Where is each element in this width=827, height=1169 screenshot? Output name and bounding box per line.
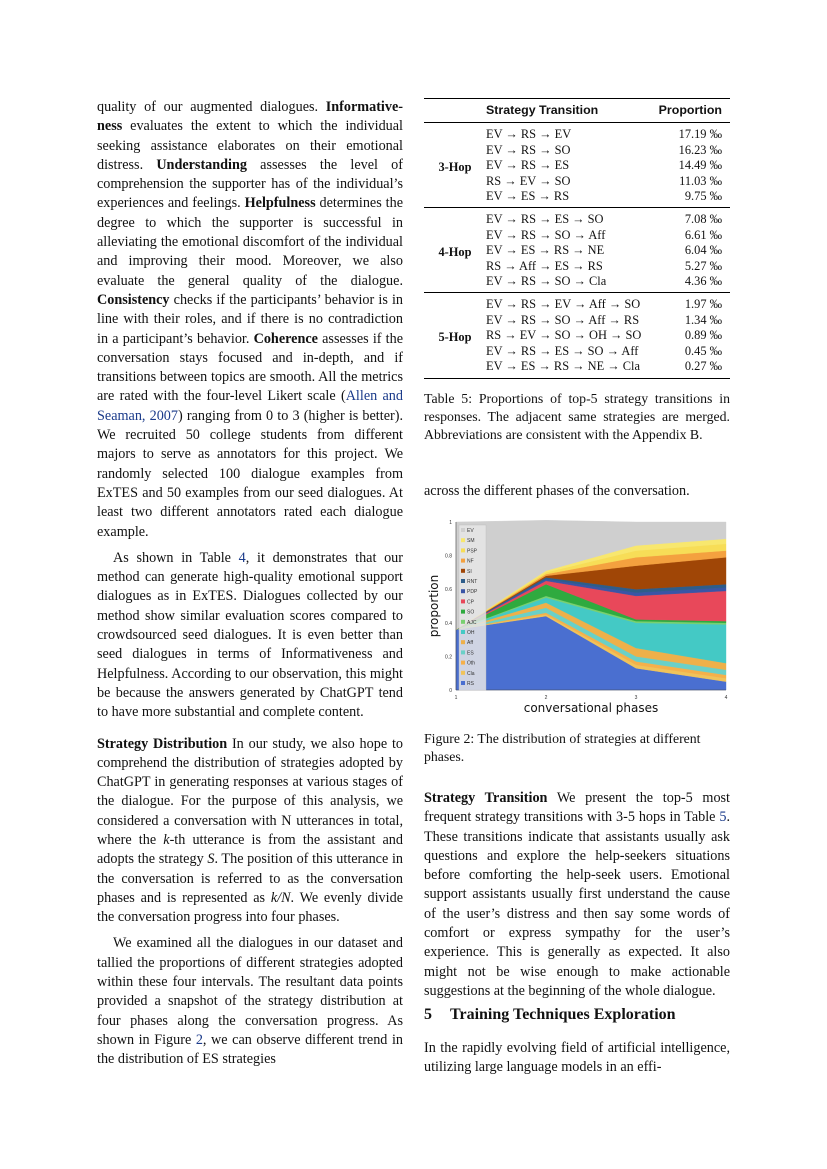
legend-swatch (461, 650, 465, 654)
table-row (424, 123, 730, 143)
proportion-cell: 6.61 ‰ (684, 227, 722, 242)
transition-cell: EV → ES → RS → NE → Cla (486, 359, 640, 374)
legend-swatch (461, 548, 465, 552)
paragraph-continuation: across the different phases of the conversation. (424, 483, 690, 499)
paragraph-figure2-intro: We examined all the dialogues in our dataset and tallied the proportions of different strategies adopted within these four intervals. The resultant data points provided a snapshot of the strategy distribution at four phases along the conversation progress. As shown in Figure 2, we can observe different trend in the distribution of ES strategies (97, 935, 403, 1068)
legend-entry: CP (467, 599, 474, 606)
hop-label: 4-Hop (438, 244, 472, 259)
transition-cell: EV → RS → SO → Aff (486, 227, 606, 242)
proportion-cell: 0.45 ‰ (684, 343, 722, 358)
transition-cell: EV → RS → ES → SO (486, 212, 604, 227)
table-group (424, 293, 730, 378)
x-tick-label: 3 (634, 695, 638, 701)
transition-cell: EV → ES → RS → NE (486, 243, 605, 258)
proportion-cell: 0.89 ‰ (684, 328, 722, 343)
transition-cell: EV → RS → SO (486, 142, 571, 157)
legend-swatch (461, 630, 465, 634)
proportion-cell: 16.23 ‰ (678, 142, 722, 157)
x-tick-label: 2 (544, 695, 548, 701)
proportion-cell: 4.36 ‰ (684, 274, 722, 289)
legend-entry: SO (467, 609, 475, 616)
legend-entry: RS (467, 681, 474, 687)
legend-swatch (461, 599, 465, 603)
proportion-cell: 11.03 ‰ (679, 173, 722, 188)
proportion-cell: 0.27 ‰ (684, 359, 722, 374)
legend-entry: Oth (467, 660, 476, 667)
col-header-strategy: Strategy Transition (486, 103, 599, 117)
legend-swatch (461, 528, 465, 532)
legend-swatch (461, 620, 465, 624)
hop-label: 5-Hop (438, 329, 472, 344)
legend-entry: NF (467, 558, 474, 565)
left-column (97, 98, 403, 1070)
transition-cell: RS → EV → SO → OH → SO (486, 328, 642, 343)
proportion-cell: 9.75 ‰ (684, 189, 722, 204)
legend-swatch (461, 610, 465, 614)
section-intro-text: In the rapidly evolving field of artificial intelligence, utilizing large language models in an effi- (424, 1040, 730, 1076)
transition-cell: EV → RS → SO → Aff → RS (486, 312, 640, 327)
x-tick-label: 1 (454, 695, 458, 701)
citation-link[interactable]: Allen and Seaman, 2007 (97, 388, 403, 424)
legend-entry: RNT (467, 579, 478, 585)
figure-ref-link[interactable]: 2 (195, 1031, 203, 1048)
figure-caption: Figure 2: The distribution of strategies at different phases. (424, 731, 701, 764)
legend-swatch (461, 559, 465, 563)
legend-entry: Aff (467, 640, 474, 647)
table-row (424, 293, 730, 313)
table-group (424, 208, 730, 293)
strategy-area-chart (424, 514, 734, 719)
figure-2 (424, 514, 734, 719)
proportion-cell: 17.19 ‰ (678, 127, 722, 142)
transition-cell: EV → RS → SO → Cla (486, 274, 607, 289)
x-tick-label: 4 (724, 695, 728, 701)
legend-swatch (461, 671, 465, 675)
legend-swatch (461, 681, 465, 685)
y-tick-label: 1 (449, 520, 452, 526)
x-axis-label: conversational phases (523, 701, 659, 715)
transition-cell: EV → RS → ES → SO → Aff (486, 343, 639, 358)
table-ref-link[interactable]: 5 (719, 809, 727, 826)
section-heading: 5 Training Techniques Exploration (424, 1006, 676, 1023)
legend-swatch (461, 661, 465, 665)
proportion-cell: 1.97 ‰ (684, 297, 722, 312)
table-row (424, 208, 730, 228)
paragraph-evaluation-metrics: quality of our augmented dialogues. Informative-ness evaluates the extent to which the individual seeking assistance elaborates on their emotional distress. Understanding assesses the level of comprehension the supporter has of the individual’s experiences and feelings. Helpfulness determines the degree to which the supporter is successful in alleviating the emotional discomfort of the individual and improving their mood. Moreover, we also evaluate the general quality of the dialogue. Consistency checks if the participants’ behavior is in line with their roles, and if there is no contradiction in a participant’s behavior. Coherence assesses if the conversation stays focused and in-depth, and if transitions between topics are smooth. All the metrics are rated with the four-level Likert scale (Allen and Seaman, 2007) ranging from 0 to 3 (higher is better). We recruited 50 college students from different majors to serve as annotators for this project. We randomly selected 100 dialogue examples from ExTES and 50 examples from our seed dialogues. At least two different annotators rated each dialogue example. (97, 99, 403, 540)
legend-entry: ES (467, 650, 474, 657)
transition-cell: EV → RS → EV → Aff → SO (486, 297, 641, 312)
legend-entry: Cla (467, 670, 475, 677)
table-5 (424, 98, 730, 379)
transition-cell: EV → ES → RS (486, 189, 570, 204)
proportion-cell: 1.34 ‰ (684, 312, 722, 327)
transition-cell: RS → Aff → ES → RS (486, 258, 603, 273)
legend-entry: SI (467, 568, 472, 575)
proportion-cell: 14.49 ‰ (678, 158, 722, 173)
hop-label: 3-Hop (438, 159, 472, 174)
legend-entry: PSP (467, 548, 478, 555)
transition-cell: EV → RS → ES (486, 158, 570, 173)
legend-entry: SM (467, 538, 475, 545)
transition-cell: RS → EV → SO (486, 173, 571, 188)
proportion-cell: 7.08 ‰ (684, 212, 722, 227)
y-tick-label: 0 (449, 688, 452, 694)
legend-swatch (461, 579, 465, 583)
y-tick-label: 0.2 (445, 654, 452, 661)
paragraph-strategy-distribution: Strategy Distribution In our study, we also hope to comprehend the distribution of strategies adopted by ChatGPT in generating responses at various stages of the dialogue. For the purpose of this analysis, we considered a conversation with N utterances in total, where the k-th utterance is from the assistant and adopts the strategy S. The position of this utterance in the conversation is referred to as the conversation phases and is represented as k/N. We evenly divide the conversation progress into four phases. (97, 735, 403, 926)
y-tick-label: 0.8 (445, 553, 452, 560)
legend-entry: PDP (467, 589, 478, 596)
legend-entry: EV (467, 528, 474, 534)
table-caption: Table 5: Proportions of top-5 strategy transitions in responses. The adjacent same strategies are merged. Abbreviations are consistent with the Appendix B. (424, 391, 730, 442)
table-ref-link[interactable]: 4 (238, 549, 246, 566)
y-tick-label: 0.4 (445, 620, 452, 627)
legend-swatch (461, 538, 465, 542)
legend-entry: AJC (467, 619, 477, 626)
col-header-proportion: Proportion (658, 103, 722, 117)
y-tick-label: 0.6 (445, 587, 452, 594)
legend-entry: OH (467, 630, 475, 636)
legend-swatch (461, 640, 465, 644)
y-axis-label: proportion (427, 574, 441, 638)
transition-cell: EV → RS → EV (486, 127, 572, 142)
paragraph-table4-results: As shown in Table 4, it demonstrates that our method can generate high-quality emotional support dialogues as in ExTES. Dialogues collected by our method show similar evaluation scores compared to crowdsourced seed dialogues. It is even better than seed dialogues in terms of Informativeness and Helpfulness. According to our observation, this might be because the answers generated by ChatGPT tend to have more substantial and complete content. (97, 549, 403, 721)
proportion-cell: 6.04 ‰ (684, 243, 722, 258)
paragraph-strategy-transition: Strategy Transition We present the top-5 most frequent strategy transitions with 3-5 hops in Table 5. These transitions indicate that assistants usually ask questions and explore the help-seekers situations before comforting the help-seek users. Emotional support assistants usually first understand the cause of the user’s distress and then say some words of comfort or express sympathy for the user’s experience. This is generally as expected. It also might not be wise enough to make actionable suggestions at the beginning of the whole dialogue. (424, 790, 731, 999)
legend-swatch (461, 569, 465, 573)
proportion-cell: 5.27 ‰ (684, 258, 722, 273)
table-group (424, 123, 730, 208)
legend-swatch (461, 589, 465, 593)
